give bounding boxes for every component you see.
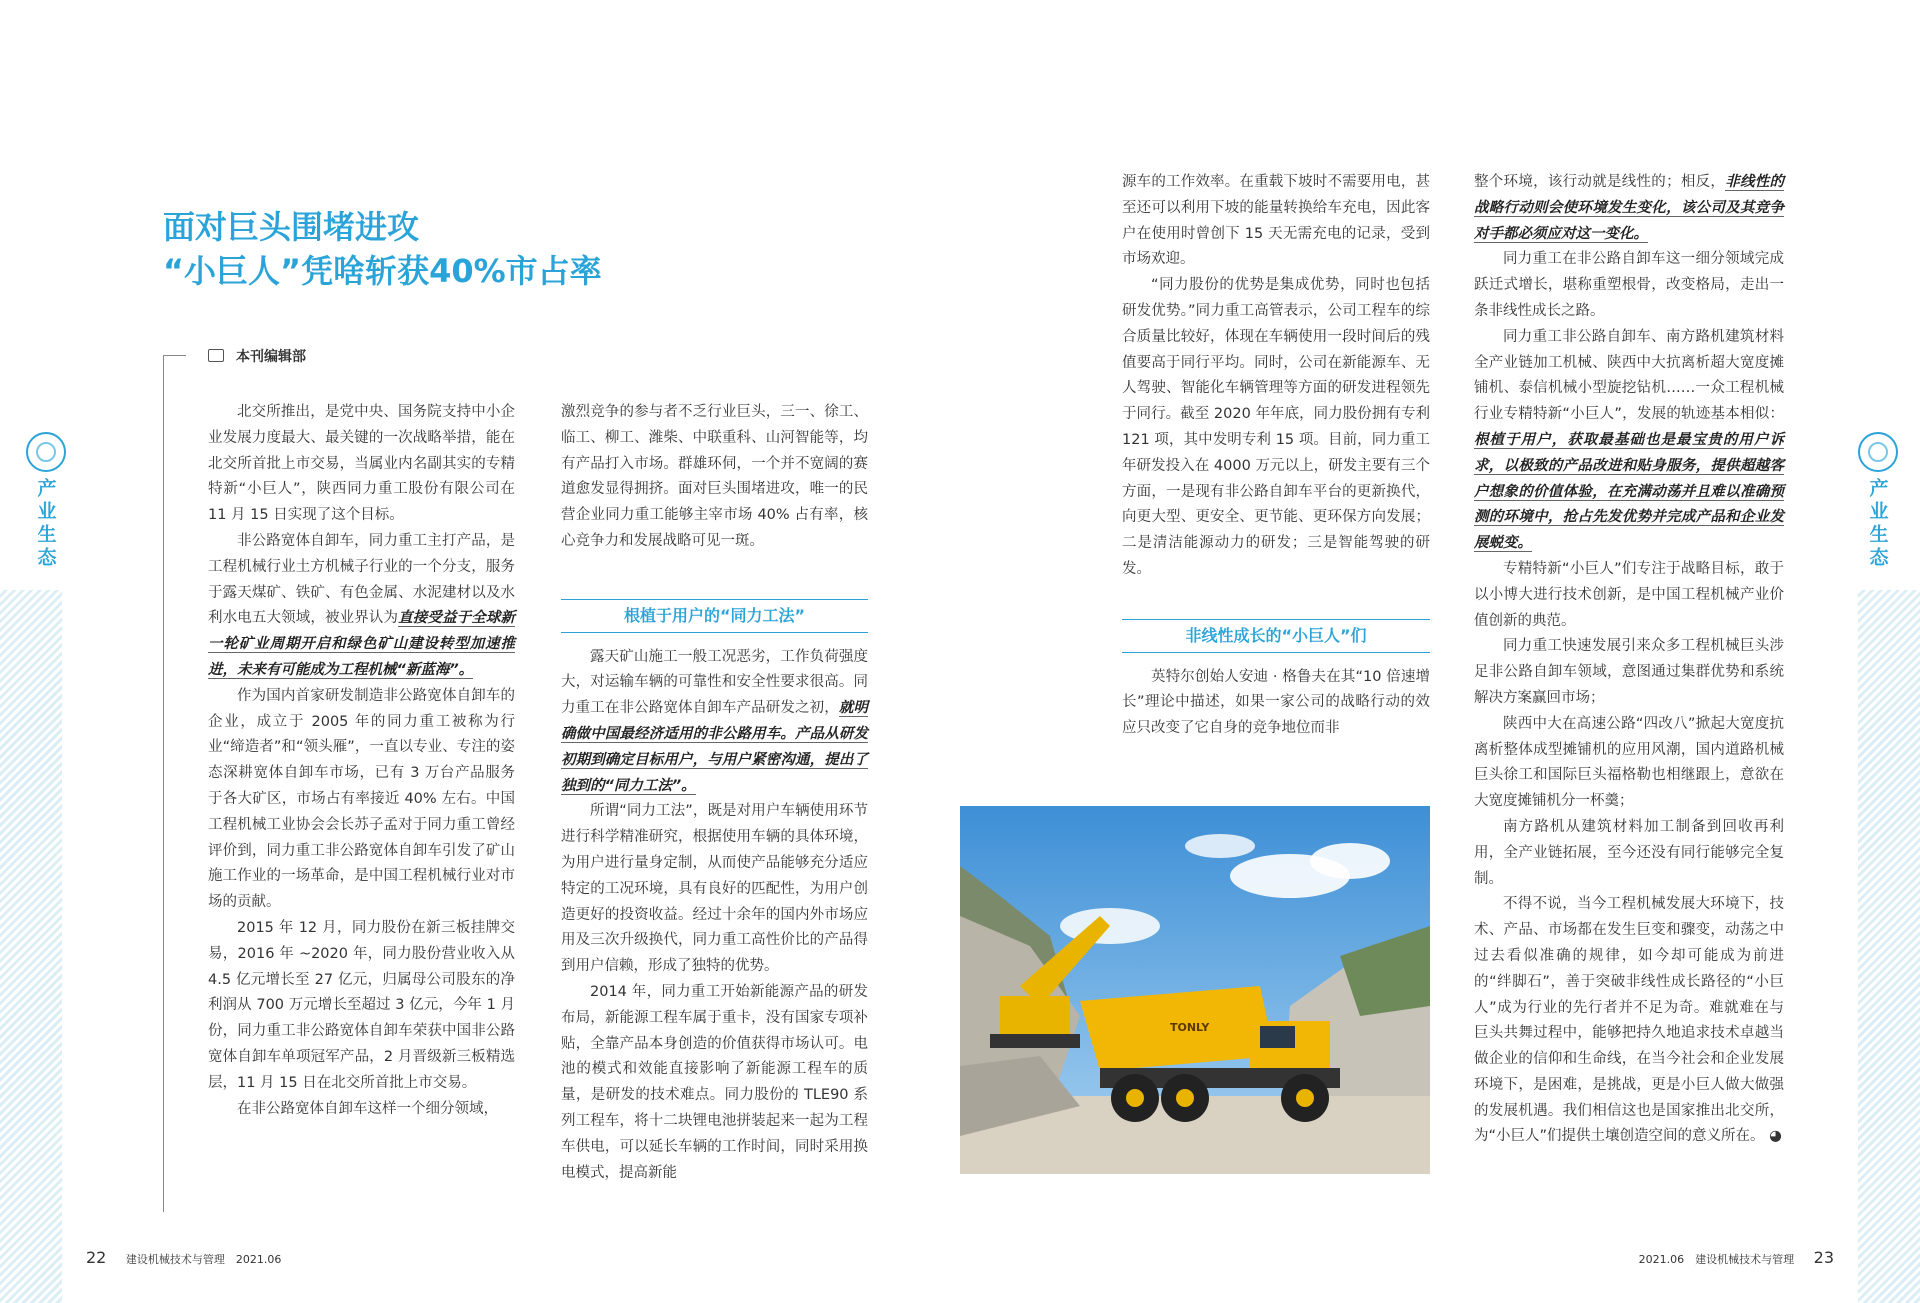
subheading: 根植于用户的“同力工法”: [561, 599, 868, 633]
paragraph: 露天矿山施工一般工况恶劣，工作负荷强度大，对运输车辆的可靠性和安全性要求很高。同力重工在非公路宽体自卸车产品研发之初，就明确做中国最经济适用的非公路用车。产品从研发初期到确定目标用户，与用户紧密沟通，提出了独到的“同力工法”。: [561, 648, 868, 794]
truck-brand-label: TONLY: [1170, 1021, 1210, 1034]
globe-icon: [1858, 432, 1898, 472]
right-section-badge: [1854, 432, 1902, 570]
paragraph: 作为国内首家研发制造非公路宽体自卸车的企业，成立于 2005 年的同力重工被称为行业“缔造者”和“领头雁”，一直以专业、专注的姿态深耕宽体自卸车市场，已有 3 万台产品服务于各大矿区，市场占有率接近 40% 左右。中国工程机械工业协会会长苏子孟对于同力重工曾经评价到，同力重工非公路宽体自卸车引发了矿山施工作业的一场革命，是中国工程机械行业对市场的贡献。: [208, 687, 515, 911]
footer-right: [1639, 1248, 1834, 1267]
right-stripe-decoration: [1858, 590, 1920, 1303]
dump-truck-photo: [960, 806, 1430, 1174]
column-3: [1122, 170, 1430, 742]
paragraph: 陕西中大在高速公路“四改八”掀起大宽度抗离析整体成型摊铺机的应用风潮，国内道路机械巨头徐工和国际巨头福格勒也相继跟上，意欲在大宽度摊铺机分一杯羹；: [1474, 715, 1784, 810]
paragraph: 2015 年 12 月，同力股份在新三板挂牌交易，2016 年 ~2020 年，同力股份营业收入从 4.5 亿元增长至 27 亿元，归属母公司股东的净利润从 700 万元增长至超过 3 亿元，今年 1 月份，同力重工非公路宽体自卸车荣获中国非公路宽体自卸车单项冠军产品，2 月晋级新三板精选层，11 月 15 日在北交所首批上市交易。: [208, 919, 515, 1091]
paragraph: 所谓“同力工法”，既是对用户车辆使用环节进行科学精准研究，根据使用车辆的具体环境，为用户进行量身定制，从而使产品能够充分适应特定的工况环境，具有良好的匹配性，为用户创造更好的投资收益。经过十余年的国内外市场应用及三次升级换代，同力重工高性价比的产品得到用户信赖，形成了独特的优势。: [561, 803, 868, 975]
section-label-right: 产业生态: [1866, 478, 1889, 570]
emphasis-text: 就明确做中国最经济适用的非公路用车。产品从研发初期到确定目标用户，与用户紧密沟通，提出了独到的“同力工法”。: [561, 700, 868, 794]
paragraph: 同力重工非公路自卸车、南方路机建筑材料全产业链加工机械、陕西中大抗离析超大宽度摊铺机、泰信机械小型旋挖钻机……一众工程机械行业专精特新“小巨人”，发展的轨迹基本相似：根植于用户，获取最基础也是最宝贵的用户诉求，以极致的产品改进和贴身服务，提供超越客户想象的价值体验，在充满动荡并且难以准确预测的环境中，抢占先发优势并完成产品和企业发展蜕变。: [1474, 328, 1784, 552]
column-4: [1474, 170, 1784, 1150]
paragraph: 激烈竞争的参与者不乏行业巨头，三一、徐工、临工、柳工、潍柴、中联重科、山河智能等，均有产品打入市场。群雄环伺，一个并不宽阔的赛道愈发显得拥挤。面对巨头围堵进攻，唯一的民营企业同力重工能够主宰市场 40% 占有率，核心竞争力和发展战略可见一斑。: [561, 404, 868, 549]
paragraph: 北交所推出，是党中央、国务院支持中小企业发展力度最大、最关键的一次战略举措，能在北交所首批上市交易，当属业内名副其实的专精特新“小巨人”，陕西同力重工股份有限公司在 11 月 15 日实现了这个目标。: [208, 404, 515, 524]
title-line-1: 面对巨头围堵进攻: [163, 208, 420, 246]
page-number-right: 23: [1813, 1248, 1834, 1267]
emphasis-text: 根植于用户，获取最基础也是最宝贵的用户诉求，以极致的产品改进和贴身服务，提供超越客户想象的价值体验，在充满动荡并且难以准确预测的环境中，抢占先发优势并完成产品和企业发展蜕变。: [1474, 431, 1784, 552]
left-section-badge: [22, 432, 70, 570]
column-bracket-decoration: [163, 355, 186, 1212]
paragraph: 2014 年，同力重工开始新能源产品的研发布局，新能源工程车属于重卡，没有国家专项补贴，全靠产品本身创造的价值获得市场认可。电池的模式和效能直接影响了新能源工程车的质量，是研发的技术难点。同力股份的 TLE90 系列工程车，将十二块锂电池拼装起来一起为工程车供电，可以延长车辆的工作时间，同时采用换电模式，提高新能: [561, 983, 868, 1181]
emphasis-text: 直接受益于全球新一轮矿业周期开启和绿色矿山建设转型加速推进，未来有可能成为工程机械“新蓝海”。: [208, 610, 515, 678]
emphasis-text: 非线性的战略行动则会使环境发生变化，该公司及其竞争对手都必须应对这一变化。: [1474, 174, 1785, 242]
paragraph: 同力重工在非公路自卸车这一细分领域完成跃迁式增长，堪称重塑根骨，改变格局，走出一条非线性成长之路。: [1474, 251, 1784, 319]
article-title: [163, 205, 602, 293]
quarry-scene-illustration: [960, 806, 1430, 1174]
title-line-2: “小巨人”凭啥斩获40%市占率: [163, 252, 602, 290]
paragraph: 整个环境，该行动就是线性的；相反，非线性的战略行动则会使环境发生变化，该公司及其竞争对手都必须应对这一变化。: [1474, 174, 1785, 242]
paragraph: 英特尔创始人安迪 · 格鲁夫在其“10 倍速增长”理论中描述，如果一家公司的战略行动的效应只改变了它自身的竞争地位而非: [1122, 668, 1430, 737]
end-mark-icon: ◕: [1769, 1128, 1782, 1145]
subheading: 非线性成长的“小巨人”们: [1122, 619, 1430, 653]
paragraph: 在非公路宽体自卸车这样一个细分领域，: [237, 1100, 498, 1117]
journal-info-left: 建设机械技术与管理 2021.06: [125, 1253, 282, 1266]
globe-icon: [26, 432, 66, 472]
footer-left: [86, 1248, 281, 1267]
paragraph: 南方路机从建筑材料加工制备到回收再利用，全产业链拓展，至今还没有同行能够完全复制。: [1474, 818, 1784, 887]
section-label-left: 产业生态: [34, 478, 57, 570]
paragraph: 非公路宽体自卸车，同力重工主打产品，是工程机械行业土方机械子行业的一个分支，服务于露天煤矿、铁矿、有色金属、水泥建材以及水利水电五大领域，被业界认为直接受益于全球新一轮矿业周期开启和绿色矿山建设转型加速推进，未来有可能成为工程机械“新蓝海”。: [208, 532, 515, 678]
column-1: [208, 400, 515, 1122]
page-number-left: 22: [86, 1248, 107, 1267]
column-2: [561, 400, 868, 1186]
paragraph: 源车的工作效率。在重载下坡时不需要用电，甚至还可以利用下坡的能量转换给车充电，因此客户在使用时曾创下 15 天无需充电的记录，受到市场欢迎。: [1122, 174, 1430, 268]
left-stripe-decoration: [0, 590, 62, 1303]
byline: 本刊编辑部: [236, 349, 306, 365]
paragraph: 不得不说，当今工程机械发展大环境下，技术、产品、市场都在发生巨变和骤变，动荡之中过去看似准确的规律，如今却可能成为前进的“绊脚石”，善于突破非线性成长路径的“小巨人”成为行业的先行者并不足为奇。难就难在与巨头共舞过程中，能够把持久地追求技术卓越当做企业的信仰和生命线，在当今社会和企业发展环境下，是困难，是挑战，更是小巨人做大做强的发展机遇。我们相信这也是国家推出北交所，为“小巨人”们提供土壤创造空间的意义所在。 ◕: [1474, 896, 1784, 1145]
journal-info-right: 2021.06 建设机械技术与管理: [1638, 1253, 1795, 1266]
paragraph: 同力重工快速发展引来众多工程机械巨头涉足非公路自卸车领域，意图通过集群优势和系统解决方案赢回市场；: [1474, 638, 1784, 706]
comment-icon: [208, 349, 224, 362]
paragraph: “同力股份的优势是集成优势，同时也包括研发优势。”同力重工高管表示，公司工程车的综合质量比较好，体现在车辆使用一段时间后的残值要高于同行平均。同时，公司在新能源车、无人驾驶、智能化车辆管理等方面的研发进程领先于同行。截至 2020 年年底，同力股份拥有专利 121 项，其中发明专利 15 项。目前，同力重工年研发投入在 4000 万元以上，研发主要有三个方面，一是现有非公路自卸车平台的更新换代，向更大型、更安全、更节能、更环保方向发展；二是清洁能源动力的研发；三是智能驾驶的研发。: [1122, 277, 1430, 577]
paragraph: 专精特新“小巨人”们专注于战略目标，敢于以小博大进行技术创新，是中国工程机械产业价值创新的典范。: [1474, 560, 1784, 629]
